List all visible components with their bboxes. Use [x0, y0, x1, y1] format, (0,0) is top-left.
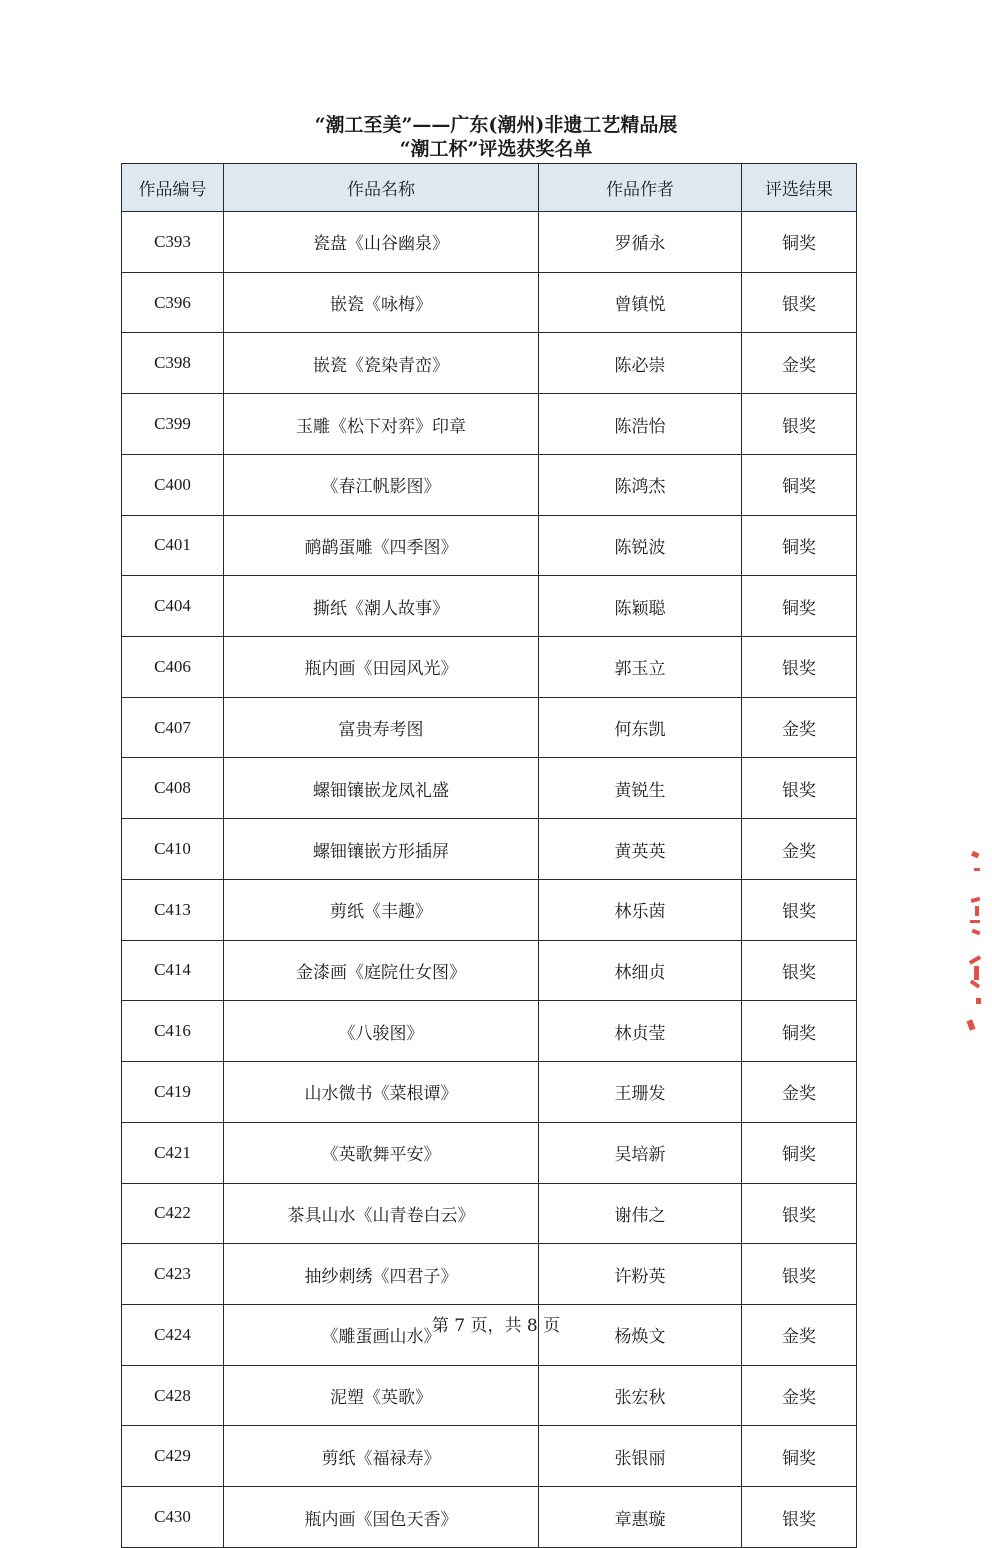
cell-name: 泥塑《英歌》: [224, 1365, 539, 1426]
award-table: [121, 163, 857, 1548]
document-subtitle: “潮工杯”评选获奖名单: [399, 138, 593, 160]
header-code: 作品编号: [122, 164, 224, 212]
cell-code: C408: [122, 758, 224, 819]
cell-name: 螺钿镶嵌龙凤礼盛: [224, 758, 539, 819]
cell-author: 吴培新: [539, 1122, 742, 1183]
cell-author: 何东凯: [539, 697, 742, 758]
cell-name: 撕纸《潮人故事》: [224, 576, 539, 637]
page-number: 第 7 页，共 8 页: [431, 1316, 561, 1336]
cell-author: 张银丽: [539, 1426, 742, 1487]
cell-result: 金奖: [742, 697, 857, 758]
header-author: 作品作者: [539, 164, 742, 212]
seal-stamp-fragment: [962, 848, 990, 1034]
cell-code: C421: [122, 1122, 224, 1183]
cell-author: 许粉英: [539, 1244, 742, 1305]
cell-code: C407: [122, 697, 224, 758]
table-row: [122, 515, 857, 576]
cell-code: C414: [122, 940, 224, 1001]
cell-result: 金奖: [742, 1304, 857, 1365]
cell-author: 林贞莹: [539, 1001, 742, 1062]
cell-code: C416: [122, 1001, 224, 1062]
cell-code: C401: [122, 515, 224, 576]
table-header-row: [122, 164, 857, 212]
table-row: [122, 1001, 857, 1062]
table-row: [122, 272, 857, 333]
table-row: [122, 1487, 857, 1548]
cell-author: 陈必崇: [539, 333, 742, 394]
cell-name: 嵌瓷《瓷染青峦》: [224, 333, 539, 394]
cell-name: 《八骏图》: [224, 1001, 539, 1062]
cell-author: 王珊发: [539, 1062, 742, 1123]
cell-code: C398: [122, 333, 224, 394]
table-row: [122, 333, 857, 394]
cell-name: 《雕蛋画山水》: [224, 1304, 539, 1365]
cell-code: C429: [122, 1426, 224, 1487]
cell-name: 金漆画《庭院仕女图》: [224, 940, 539, 1001]
cell-name: 《春江帆影图》: [224, 454, 539, 515]
cell-name: 鸸鹋蛋雕《四季图》: [224, 515, 539, 576]
cell-author: 郭玉立: [539, 637, 742, 698]
table-row: [122, 1426, 857, 1487]
cell-result: 铜奖: [742, 515, 857, 576]
cell-code: C410: [122, 819, 224, 880]
header-name: 作品名称: [224, 164, 539, 212]
table-row: [122, 1122, 857, 1183]
table-row: [122, 758, 857, 819]
cell-result: 银奖: [742, 758, 857, 819]
cell-result: 银奖: [742, 879, 857, 940]
cell-result: 铜奖: [742, 1122, 857, 1183]
table-row: [122, 940, 857, 1001]
cell-result: 银奖: [742, 1244, 857, 1305]
cell-author: 陈浩怡: [539, 394, 742, 455]
cell-author: 罗循永: [539, 212, 742, 273]
table-row: [122, 454, 857, 515]
table-row: [122, 1183, 857, 1244]
cell-code: C399: [122, 394, 224, 455]
cell-name: 瓷盘《山谷幽泉》: [224, 212, 539, 273]
table-row: [122, 1244, 857, 1305]
cell-code: C430: [122, 1487, 224, 1548]
cell-result: 铜奖: [742, 212, 857, 273]
cell-name: 富贵寿考图: [224, 697, 539, 758]
cell-name: 玉雕《松下对弈》印章: [224, 394, 539, 455]
table-row: [122, 879, 857, 940]
document-title: “潮工至美”——广东(潮州)非遗工艺精品展: [314, 114, 678, 136]
cell-name: 剪纸《福禄寿》: [224, 1426, 539, 1487]
cell-author: 杨焕文: [539, 1304, 742, 1365]
cell-author: 陈鸿杰: [539, 454, 742, 515]
cell-name: 茶具山水《山青卷白云》: [224, 1183, 539, 1244]
header-result: 评选结果: [742, 164, 857, 212]
cell-author: 陈颖聪: [539, 576, 742, 637]
table-row: [122, 697, 857, 758]
table-row: [122, 819, 857, 880]
cell-code: C413: [122, 879, 224, 940]
table-row: [122, 576, 857, 637]
cell-result: 银奖: [742, 940, 857, 1001]
cell-name: 山水微书《菜根谭》: [224, 1062, 539, 1123]
cell-code: C422: [122, 1183, 224, 1244]
cell-author: 张宏秋: [539, 1365, 742, 1426]
cell-name: 瓶内画《田园风光》: [224, 637, 539, 698]
cell-name: 瓶内画《国色天香》: [224, 1487, 539, 1548]
cell-result: 银奖: [742, 637, 857, 698]
cell-code: C428: [122, 1365, 224, 1426]
cell-result: 金奖: [742, 1365, 857, 1426]
table-row: [122, 212, 857, 273]
cell-code: C404: [122, 576, 224, 637]
cell-result: 银奖: [742, 1487, 857, 1548]
cell-author: 黄锐生: [539, 758, 742, 819]
cell-result: 银奖: [742, 1183, 857, 1244]
cell-name: 螺钿镶嵌方形插屏: [224, 819, 539, 880]
cell-name: 《英歌舞平安》: [224, 1122, 539, 1183]
cell-result: 金奖: [742, 819, 857, 880]
cell-code: C423: [122, 1244, 224, 1305]
cell-result: 铜奖: [742, 1001, 857, 1062]
cell-name: 抽纱刺绣《四君子》: [224, 1244, 539, 1305]
cell-result: 铜奖: [742, 1426, 857, 1487]
cell-author: 曾镇悦: [539, 272, 742, 333]
cell-author: 林乐茵: [539, 879, 742, 940]
cell-author: 陈锐波: [539, 515, 742, 576]
cell-author: 黄英英: [539, 819, 742, 880]
cell-code: C419: [122, 1062, 224, 1123]
cell-code: C396: [122, 272, 224, 333]
cell-code: C400: [122, 454, 224, 515]
cell-code: C424: [122, 1304, 224, 1365]
cell-result: 铜奖: [742, 576, 857, 637]
table-row: [122, 1062, 857, 1123]
cell-author: 林细贞: [539, 940, 742, 1001]
cell-result: 铜奖: [742, 454, 857, 515]
cell-result: 银奖: [742, 272, 857, 333]
cell-result: 金奖: [742, 1062, 857, 1123]
cell-name: 嵌瓷《咏梅》: [224, 272, 539, 333]
cell-result: 金奖: [742, 333, 857, 394]
cell-code: C393: [122, 212, 224, 273]
table-row: [122, 1365, 857, 1426]
table-row: [122, 637, 857, 698]
cell-name: 剪纸《丰趣》: [224, 879, 539, 940]
table-row: [122, 394, 857, 455]
cell-author: 谢伟之: [539, 1183, 742, 1244]
cell-code: C406: [122, 637, 224, 698]
cell-result: 银奖: [742, 394, 857, 455]
cell-author: 章惠璇: [539, 1487, 742, 1548]
